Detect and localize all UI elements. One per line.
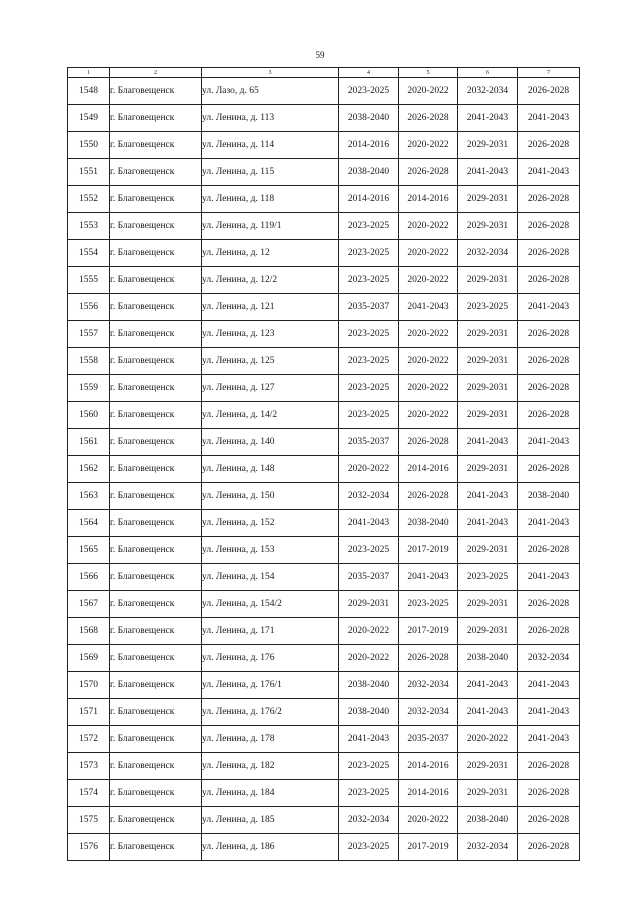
table-row — [68, 132, 580, 159]
city-cell: г. Благовещенск — [110, 402, 202, 429]
period-cell: 2014-2016 — [339, 132, 399, 159]
period-cell: 2032-2034 — [399, 699, 458, 726]
city-cell: г. Благовещенск — [110, 294, 202, 321]
row-number: 1550 — [68, 132, 110, 159]
row-number: 1564 — [68, 510, 110, 537]
period-cell: 2029-2031 — [458, 753, 518, 780]
period-cell: 2017-2019 — [399, 834, 458, 861]
period-cell: 2020-2022 — [339, 618, 399, 645]
period-cell: 2026-2028 — [518, 213, 580, 240]
period-cell: 2041-2043 — [518, 726, 580, 753]
address-cell: ул. Ленина, д. 121 — [202, 294, 339, 321]
address-cell: ул. Ленина, д. 127 — [202, 375, 339, 402]
period-cell: 2041-2043 — [518, 699, 580, 726]
registry-table — [67, 67, 580, 861]
table-row — [68, 186, 580, 213]
address-cell: ул. Ленина, д. 176 — [202, 645, 339, 672]
period-cell: 2029-2031 — [339, 591, 399, 618]
column-header: 7 — [518, 68, 580, 78]
period-cell: 2023-2025 — [339, 780, 399, 807]
city-cell: г. Благовещенск — [110, 483, 202, 510]
period-cell: 2026-2028 — [518, 321, 580, 348]
period-cell: 2035-2037 — [399, 726, 458, 753]
city-cell: г. Благовещенск — [110, 159, 202, 186]
row-number: 1574 — [68, 780, 110, 807]
table-row — [68, 834, 580, 861]
table-row — [68, 348, 580, 375]
table-row — [68, 321, 580, 348]
row-number: 1575 — [68, 807, 110, 834]
address-cell: ул. Ленина, д. 12/2 — [202, 267, 339, 294]
address-cell: ул. Ленина, д. 186 — [202, 834, 339, 861]
period-cell: 2026-2028 — [518, 375, 580, 402]
city-cell: г. Благовещенск — [110, 510, 202, 537]
row-number: 1565 — [68, 537, 110, 564]
column-header: 1 — [68, 68, 110, 78]
period-cell: 2026-2028 — [518, 537, 580, 564]
period-cell: 2038-2040 — [339, 159, 399, 186]
column-header: 2 — [110, 68, 202, 78]
period-cell: 2023-2025 — [399, 591, 458, 618]
period-cell: 2020-2022 — [339, 456, 399, 483]
period-cell: 2026-2028 — [518, 591, 580, 618]
column-header: 6 — [458, 68, 518, 78]
period-cell: 2041-2043 — [458, 483, 518, 510]
table-row — [68, 240, 580, 267]
city-cell: г. Благовещенск — [110, 726, 202, 753]
period-cell: 2023-2025 — [339, 348, 399, 375]
period-cell: 2032-2034 — [458, 78, 518, 105]
table-row — [68, 78, 580, 105]
period-cell: 2032-2034 — [339, 483, 399, 510]
address-cell: ул. Ленина, д. 123 — [202, 321, 339, 348]
table-body — [68, 78, 580, 861]
period-cell: 2023-2025 — [339, 375, 399, 402]
table-row — [68, 159, 580, 186]
period-cell: 2020-2022 — [399, 78, 458, 105]
period-cell: 2023-2025 — [339, 213, 399, 240]
city-cell: г. Благовещенск — [110, 780, 202, 807]
period-cell: 2023-2025 — [339, 753, 399, 780]
period-cell: 2020-2022 — [458, 726, 518, 753]
row-number: 1567 — [68, 591, 110, 618]
period-cell: 2026-2028 — [518, 78, 580, 105]
period-cell: 2041-2043 — [458, 105, 518, 132]
period-cell: 2032-2034 — [339, 807, 399, 834]
row-number: 1562 — [68, 456, 110, 483]
row-number: 1568 — [68, 618, 110, 645]
address-cell: ул. Ленина, д. 113 — [202, 105, 339, 132]
city-cell: г. Благовещенск — [110, 699, 202, 726]
period-cell: 2041-2043 — [458, 699, 518, 726]
row-number: 1554 — [68, 240, 110, 267]
period-cell: 2023-2025 — [339, 834, 399, 861]
address-cell: ул. Ленина, д. 153 — [202, 537, 339, 564]
row-number: 1569 — [68, 645, 110, 672]
address-cell: ул. Ленина, д. 114 — [202, 132, 339, 159]
period-cell: 2029-2031 — [458, 456, 518, 483]
address-cell: ул. Ленина, д. 14/2 — [202, 402, 339, 429]
period-cell: 2029-2031 — [458, 348, 518, 375]
table-row — [68, 294, 580, 321]
period-cell: 2029-2031 — [458, 267, 518, 294]
period-cell: 2035-2037 — [339, 429, 399, 456]
table-row — [68, 699, 580, 726]
period-cell: 2029-2031 — [458, 618, 518, 645]
row-number: 1576 — [68, 834, 110, 861]
table-row — [68, 483, 580, 510]
period-cell: 2029-2031 — [458, 321, 518, 348]
table-row — [68, 564, 580, 591]
period-cell: 2029-2031 — [458, 402, 518, 429]
table-row — [68, 402, 580, 429]
period-cell: 2041-2043 — [339, 726, 399, 753]
period-cell: 2014-2016 — [399, 780, 458, 807]
city-cell: г. Благовещенск — [110, 240, 202, 267]
period-cell: 2026-2028 — [399, 483, 458, 510]
city-cell: г. Благовещенск — [110, 213, 202, 240]
row-number: 1573 — [68, 753, 110, 780]
city-cell: г. Благовещенск — [110, 456, 202, 483]
period-cell: 2026-2028 — [518, 132, 580, 159]
city-cell: г. Благовещенск — [110, 564, 202, 591]
period-cell: 2014-2016 — [339, 186, 399, 213]
period-cell: 2041-2043 — [518, 672, 580, 699]
row-number: 1561 — [68, 429, 110, 456]
address-cell: ул. Ленина, д. 152 — [202, 510, 339, 537]
period-cell: 2017-2019 — [399, 618, 458, 645]
city-cell: г. Благовещенск — [110, 807, 202, 834]
period-cell: 2038-2040 — [339, 699, 399, 726]
row-number: 1555 — [68, 267, 110, 294]
table-row — [68, 510, 580, 537]
table-row — [68, 672, 580, 699]
table-row — [68, 429, 580, 456]
city-cell: г. Благовещенск — [110, 753, 202, 780]
city-cell: г. Благовещенск — [110, 834, 202, 861]
period-cell: 2026-2028 — [518, 348, 580, 375]
period-cell: 2035-2037 — [339, 294, 399, 321]
period-cell: 2026-2028 — [399, 429, 458, 456]
column-header: 5 — [399, 68, 458, 78]
period-cell: 2026-2028 — [518, 753, 580, 780]
address-cell: ул. Ленина, д. 185 — [202, 807, 339, 834]
table-row — [68, 753, 580, 780]
period-cell: 2041-2043 — [458, 510, 518, 537]
period-cell: 2032-2034 — [518, 645, 580, 672]
period-cell: 2020-2022 — [399, 240, 458, 267]
period-cell: 2023-2025 — [458, 294, 518, 321]
row-number: 1557 — [68, 321, 110, 348]
row-number: 1551 — [68, 159, 110, 186]
city-cell: г. Благовещенск — [110, 429, 202, 456]
address-cell: ул. Ленина, д. 12 — [202, 240, 339, 267]
city-cell: г. Благовещенск — [110, 645, 202, 672]
city-cell: г. Благовещенск — [110, 132, 202, 159]
table-row — [68, 267, 580, 294]
period-cell: 2020-2022 — [399, 807, 458, 834]
row-number: 1571 — [68, 699, 110, 726]
period-cell: 2020-2022 — [399, 375, 458, 402]
row-number: 1570 — [68, 672, 110, 699]
city-cell: г. Благовещенск — [110, 105, 202, 132]
address-cell: ул. Ленина, д. 118 — [202, 186, 339, 213]
row-number: 1553 — [68, 213, 110, 240]
address-cell: ул. Ленина, д. 150 — [202, 483, 339, 510]
row-number: 1559 — [68, 375, 110, 402]
period-cell: 2029-2031 — [458, 375, 518, 402]
row-number: 1560 — [68, 402, 110, 429]
table-row — [68, 456, 580, 483]
period-cell: 2026-2028 — [518, 267, 580, 294]
period-cell: 2023-2025 — [339, 321, 399, 348]
column-header: 3 — [202, 68, 339, 78]
period-cell: 2041-2043 — [518, 105, 580, 132]
period-cell: 2023-2025 — [458, 564, 518, 591]
table-row — [68, 618, 580, 645]
period-cell: 2020-2022 — [399, 402, 458, 429]
address-cell: ул. Ленина, д. 115 — [202, 159, 339, 186]
period-cell: 2041-2043 — [518, 294, 580, 321]
table-row — [68, 807, 580, 834]
period-cell: 2041-2043 — [339, 510, 399, 537]
period-cell: 2041-2043 — [399, 564, 458, 591]
table-row — [68, 105, 580, 132]
period-cell: 2020-2022 — [339, 645, 399, 672]
city-cell: г. Благовещенск — [110, 321, 202, 348]
period-cell: 2026-2028 — [399, 645, 458, 672]
address-cell: ул. Ленина, д. 178 — [202, 726, 339, 753]
period-cell: 2032-2034 — [458, 240, 518, 267]
period-cell: 2029-2031 — [458, 186, 518, 213]
period-cell: 2026-2028 — [518, 186, 580, 213]
address-cell: ул. Ленина, д. 182 — [202, 753, 339, 780]
table-row — [68, 726, 580, 753]
period-cell: 2029-2031 — [458, 213, 518, 240]
table-row — [68, 213, 580, 240]
period-cell: 2023-2025 — [339, 78, 399, 105]
period-cell: 2038-2040 — [458, 807, 518, 834]
period-cell: 2032-2034 — [399, 672, 458, 699]
address-cell: ул. Ленина, д. 148 — [202, 456, 339, 483]
city-cell: г. Благовещенск — [110, 591, 202, 618]
table-row — [68, 780, 580, 807]
city-cell: г. Благовещенск — [110, 672, 202, 699]
city-cell: г. Благовещенск — [110, 78, 202, 105]
period-cell: 2014-2016 — [399, 186, 458, 213]
address-cell: ул. Ленина, д. 154 — [202, 564, 339, 591]
period-cell: 2023-2025 — [339, 537, 399, 564]
period-cell: 2029-2031 — [458, 591, 518, 618]
period-cell: 2020-2022 — [399, 132, 458, 159]
city-cell: г. Благовещенск — [110, 618, 202, 645]
row-number: 1556 — [68, 294, 110, 321]
row-number: 1563 — [68, 483, 110, 510]
address-cell: ул. Ленина, д. 119/1 — [202, 213, 339, 240]
address-cell: ул. Ленина, д. 176/1 — [202, 672, 339, 699]
period-cell: 2020-2022 — [399, 213, 458, 240]
period-cell: 2017-2019 — [399, 537, 458, 564]
address-cell: ул. Ленина, д. 140 — [202, 429, 339, 456]
period-cell: 2014-2016 — [399, 456, 458, 483]
period-cell: 2026-2028 — [518, 807, 580, 834]
period-cell: 2041-2043 — [399, 294, 458, 321]
column-header: 4 — [339, 68, 399, 78]
period-cell: 2029-2031 — [458, 132, 518, 159]
period-cell: 2026-2028 — [399, 159, 458, 186]
period-cell: 2026-2028 — [518, 780, 580, 807]
period-cell: 2041-2043 — [518, 159, 580, 186]
table-row — [68, 591, 580, 618]
period-cell: 2041-2043 — [458, 159, 518, 186]
period-cell: 2023-2025 — [339, 267, 399, 294]
period-cell: 2026-2028 — [518, 834, 580, 861]
address-cell: ул. Ленина, д. 154/2 — [202, 591, 339, 618]
period-cell: 2041-2043 — [518, 564, 580, 591]
address-cell: ул. Ленина, д. 125 — [202, 348, 339, 375]
period-cell: 2029-2031 — [458, 537, 518, 564]
table-row — [68, 537, 580, 564]
period-cell: 2032-2034 — [458, 834, 518, 861]
period-cell: 2026-2028 — [518, 456, 580, 483]
period-cell: 2038-2040 — [339, 105, 399, 132]
period-cell: 2041-2043 — [518, 510, 580, 537]
row-number: 1552 — [68, 186, 110, 213]
city-cell: г. Благовещенск — [110, 537, 202, 564]
row-number: 1558 — [68, 348, 110, 375]
address-cell: ул. Ленина, д. 171 — [202, 618, 339, 645]
period-cell: 2026-2028 — [518, 240, 580, 267]
table-row — [68, 645, 580, 672]
period-cell: 2026-2028 — [518, 618, 580, 645]
period-cell: 2020-2022 — [399, 267, 458, 294]
period-cell: 2023-2025 — [339, 402, 399, 429]
city-cell: г. Благовещенск — [110, 267, 202, 294]
row-number: 1549 — [68, 105, 110, 132]
table-row — [68, 375, 580, 402]
page-number: 59 — [315, 50, 325, 60]
header-row — [68, 68, 580, 78]
period-cell: 2041-2043 — [458, 672, 518, 699]
period-cell: 2023-2025 — [339, 240, 399, 267]
address-cell: ул. Ленина, д. 184 — [202, 780, 339, 807]
period-cell: 2041-2043 — [458, 429, 518, 456]
city-cell: г. Благовещенск — [110, 375, 202, 402]
period-cell: 2038-2040 — [458, 645, 518, 672]
period-cell: 2038-2040 — [399, 510, 458, 537]
row-number: 1572 — [68, 726, 110, 753]
period-cell: 2026-2028 — [399, 105, 458, 132]
period-cell: 2014-2016 — [399, 753, 458, 780]
period-cell: 2041-2043 — [518, 429, 580, 456]
period-cell: 2035-2037 — [339, 564, 399, 591]
period-cell: 2020-2022 — [399, 321, 458, 348]
period-cell: 2020-2022 — [399, 348, 458, 375]
period-cell: 2038-2040 — [339, 672, 399, 699]
row-number: 1548 — [68, 78, 110, 105]
period-cell: 2026-2028 — [518, 402, 580, 429]
address-cell: ул. Ленина, д. 176/2 — [202, 699, 339, 726]
period-cell: 2029-2031 — [458, 780, 518, 807]
address-cell: ул. Лазо, д. 65 — [202, 78, 339, 105]
city-cell: г. Благовещенск — [110, 348, 202, 375]
row-number: 1566 — [68, 564, 110, 591]
period-cell: 2038-2040 — [518, 483, 580, 510]
city-cell: г. Благовещенск — [110, 186, 202, 213]
